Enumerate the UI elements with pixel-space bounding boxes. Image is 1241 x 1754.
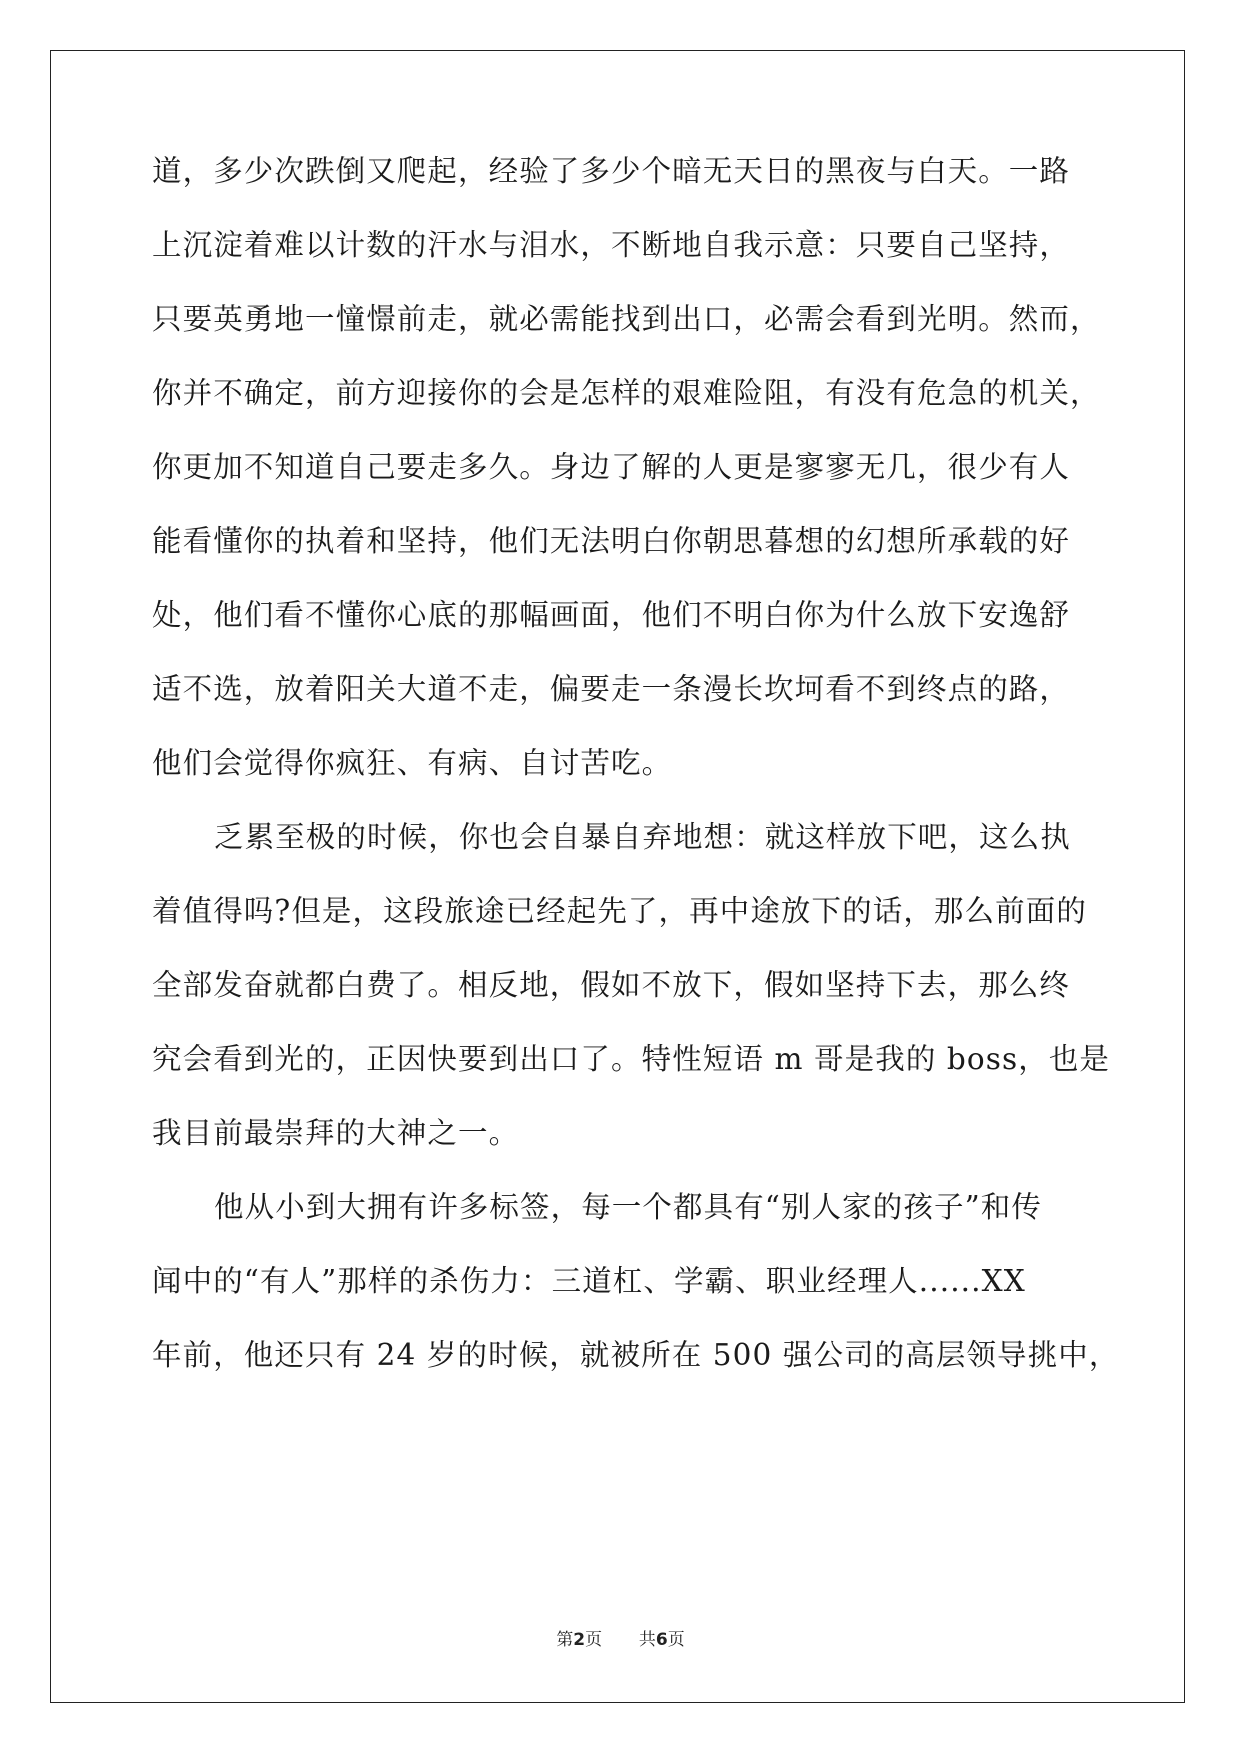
page-suffix: 页	[585, 1630, 603, 1650]
text-line: 上沉淀着难以计数的汗水与泪水，不断地自我示意：只要自己坚持，	[152, 228, 1071, 262]
text-line: 道，多少次跌倒又爬起，经验了多少个暗无天日的黑夜与白天。一路	[152, 154, 1071, 188]
text-line: 闻中的“有人”那样的杀伤力：三道杠、学霸、职业经理人......XX	[152, 1264, 1026, 1298]
text-line: 全部发奋就都白费了。相反地，假如不放下，假如坚持下去，那么终	[152, 968, 1071, 1002]
text-line: 适不选，放着阳关大道不走，偏要走一条漫长坎坷看不到终点的路，	[152, 672, 1071, 706]
paragraph-start-line: 他从小到大拥有许多标签，每一个都具有“别人家的孩子”和传	[214, 1190, 1042, 1224]
text-line: 着值得吗?但是，这段旅途已经起先了，再中途放下的话，那么前面的	[152, 894, 1087, 928]
page-prefix: 第	[556, 1630, 574, 1650]
text-line: 你并不确定，前方迎接你的会是怎样的艰难险阻，有没有危急的机关，	[152, 376, 1101, 410]
page-footer	[0, 1625, 1241, 1650]
text-line: 年前，他还只有 24 岁的时候，就被所在 500 强公司的高层领导挑中，	[152, 1338, 1120, 1372]
page-border	[50, 50, 1185, 1703]
total-pages-number: 6	[655, 1630, 668, 1650]
total-pages	[639, 1625, 685, 1650]
text-line: 他们会觉得你疯狂、有病、自讨苦吃。	[152, 746, 673, 780]
text-line: 处，他们看不懂你心底的那幅画面，他们不明白你为什么放下安逸舒	[152, 598, 1071, 632]
text-line: 我目前最崇拜的大神之一。	[152, 1116, 520, 1150]
total-prefix: 共	[638, 1630, 656, 1650]
total-suffix: 页	[667, 1630, 685, 1650]
text-line: 能看懂你的执着和坚持，他们无法明白你朝思暮想的幻想所承载的好	[152, 524, 1071, 558]
text-line: 只要英勇地一憧憬前走，就必需能找到出口，必需会看到光明。然而，	[152, 302, 1101, 336]
paragraph-start-line: 乏累至极的时候，你也会自暴自弃地想：就这样放下吧，这么执	[214, 820, 1071, 854]
text-line: 究会看到光的，正因快要到出口了。特性短语 m 哥是我的 boss，也是	[152, 1042, 1111, 1076]
current-page-number: 2	[573, 1630, 586, 1650]
page-number	[556, 1625, 602, 1650]
text-line: 你更加不知道自己要走多久。身边了解的人更是寥寥无几，很少有人	[152, 450, 1071, 484]
